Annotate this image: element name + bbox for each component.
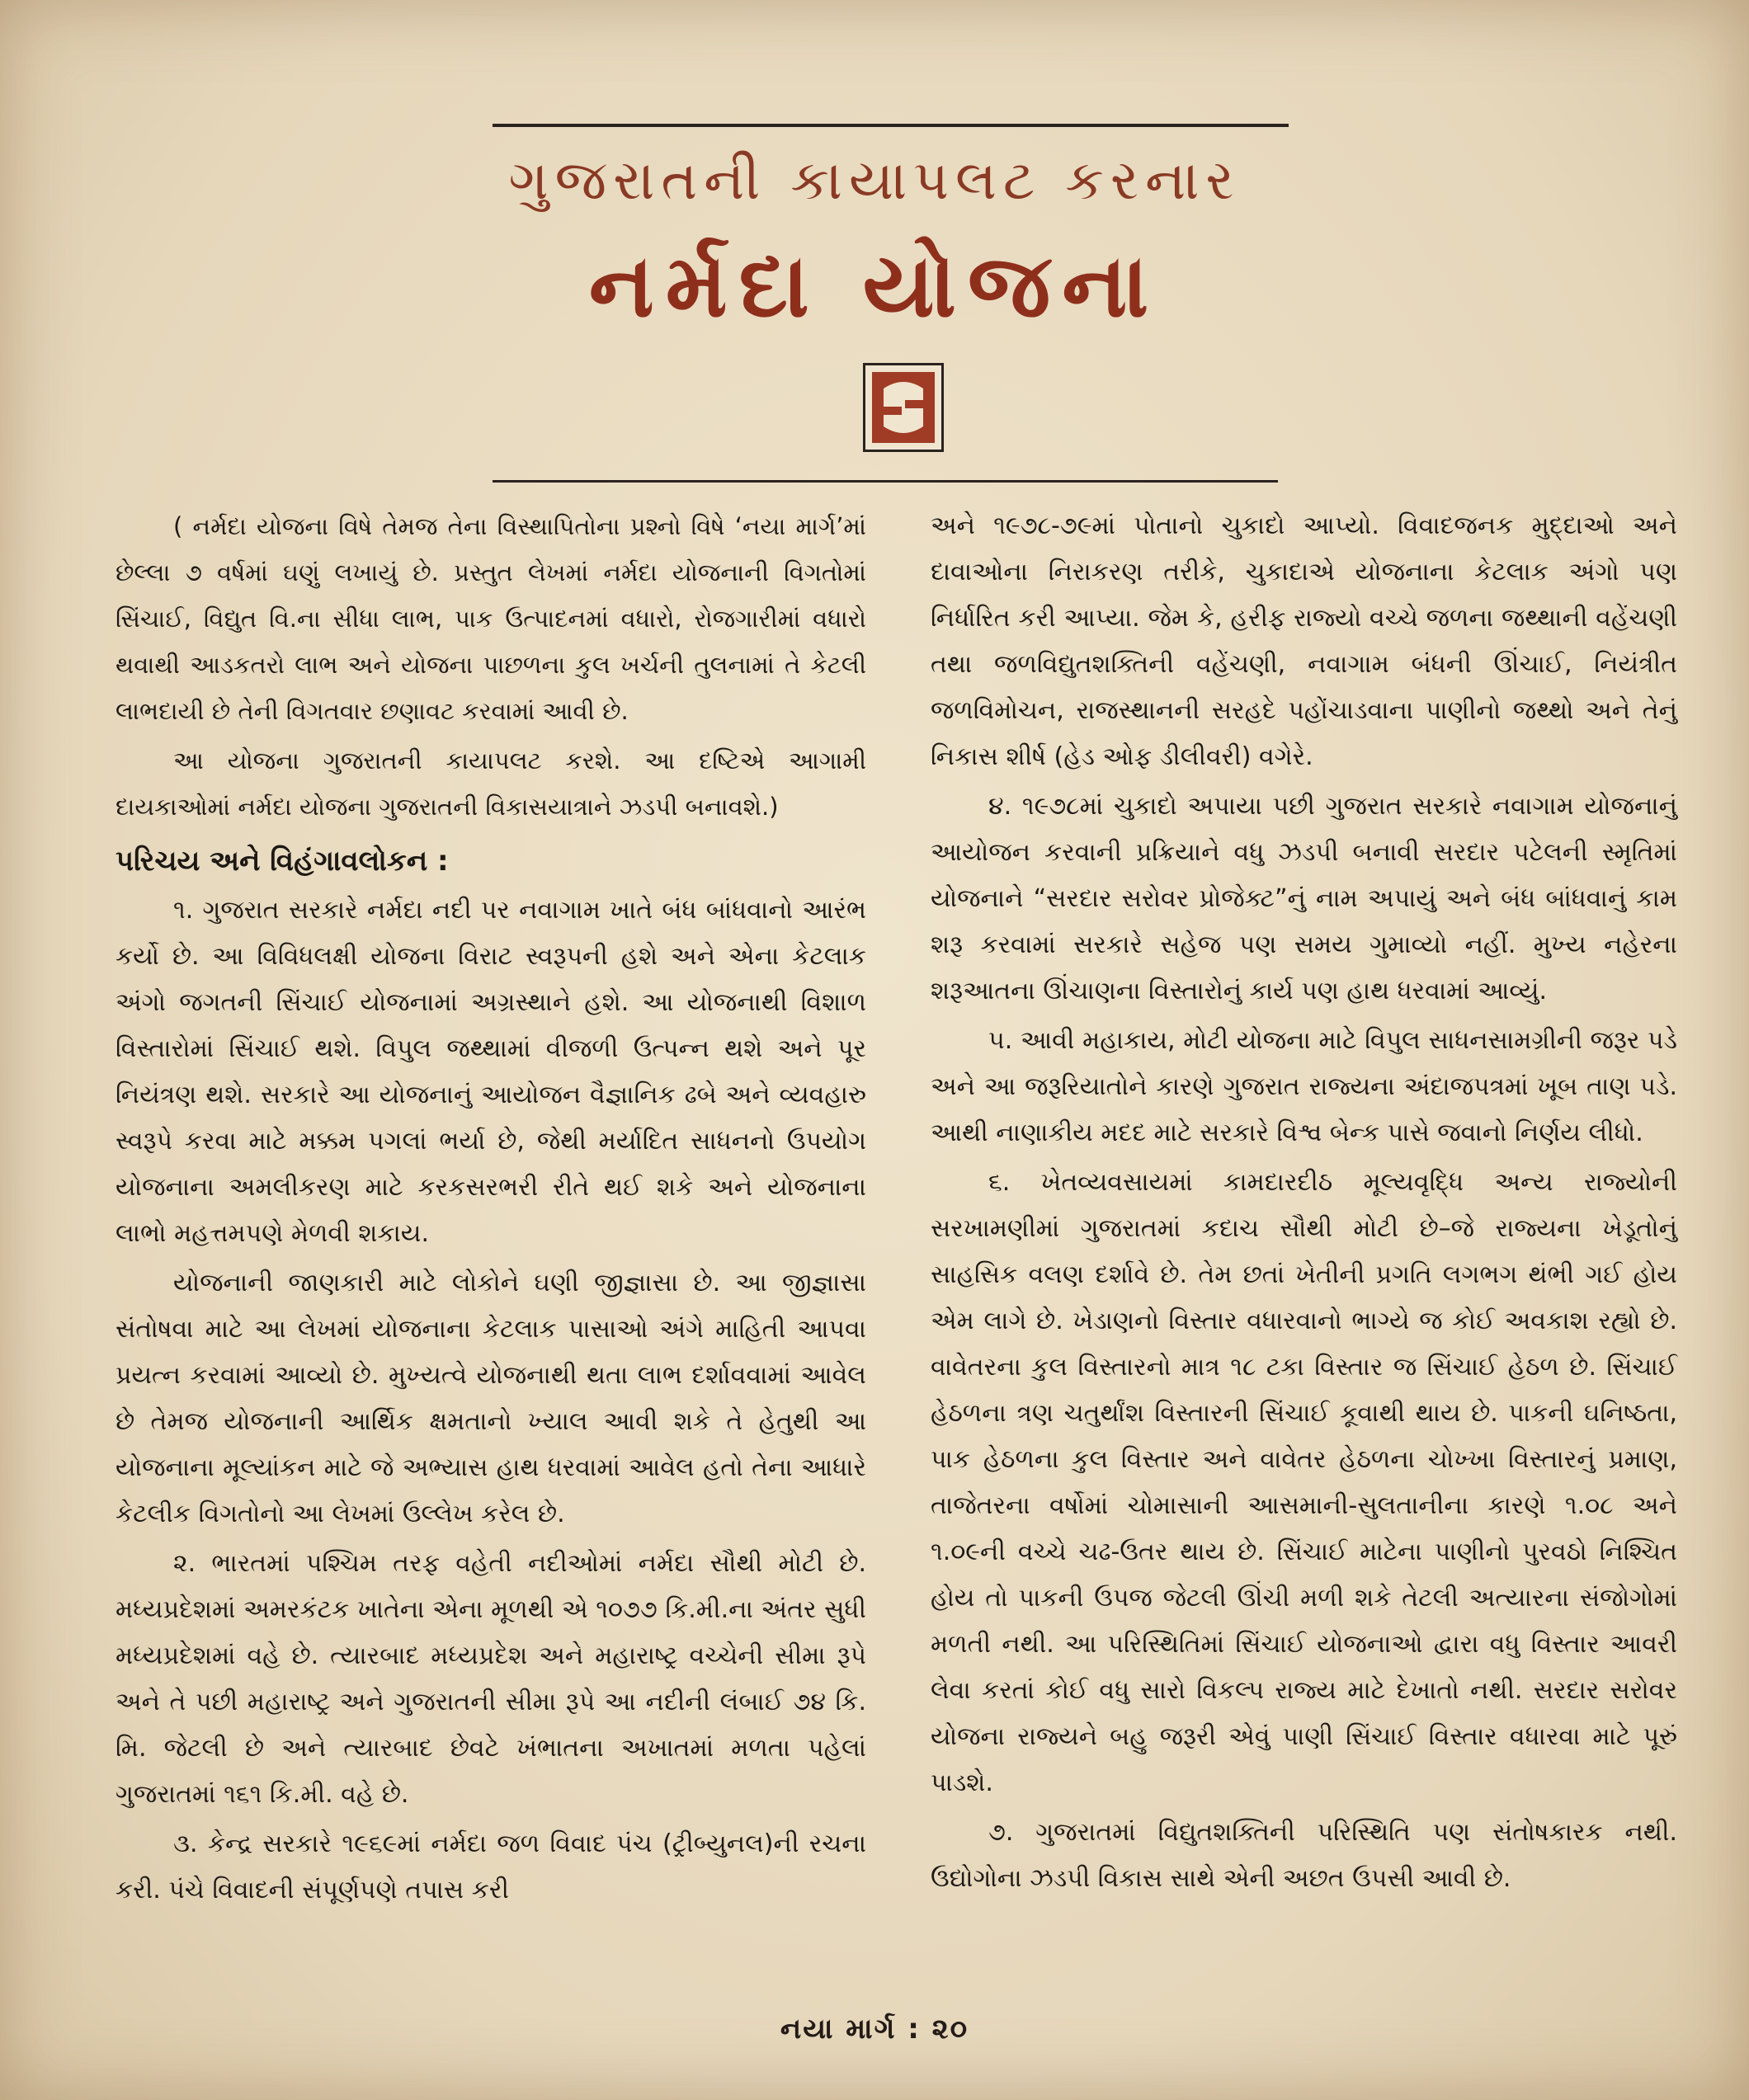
right-column	[931, 503, 1677, 1902]
body-paragraph: ૩. કેન્દ્ર સરકારે ૧૯૬૯માં નર્મદા જળ વિવાદ પંચ (ટ્રીબ્યુનલ)ની રચના કરી. પંચે વિવાદની સંપૂર્ણપણે તપાસ કરી	[116, 1829, 866, 1905]
body-paragraph: ૬. ખેતવ્યવસાયમાં કામદારદીઠ મૂલ્યવૃદ્ધિ અન્ય રાજ્યોની સરખામણીમાં ગુજરાતમાં કદાચ સૌથી મોટી છે–જે રાજ્યના ખેડૂતોનું સાહસિક વલણ દર્શાવે છે. તેમ છતાં ખેતીની પ્રગતિ લગભગ થંભી ગઈ હોય એમ લાગે છે. ખેડાણનો વિસ્તાર વધારવાનો ભાગ્યે જ કોઈ અવકાશ રહ્યો છે. વાવેતરના કુલ વિસ્તારનો માત્ર ૧૮ ટકા વિસ્તાર જ સિંચાઈ હેઠળ છે. સિંચાઈ હેઠળના ત્રણ ચતુર્થાંશ વિસ્તારની સિંચાઈ કૂવાથી થાય છે. પાકની ઘનિષ્ઠતા, પાક હેઠળના કુલ વિસ્તાર અને વાવેતર હેઠળના ચોખ્ખા વિસ્તારનું પ્રમાણ, તાજેતરના વર્ષોમાં ચોમાસાની આસમાની-સુલતાનીના કારણે ૧.૦૮ અને ૧.૦૯ની વચ્ચે ચઢ-ઉતર થાય છે. સિંચાઈ માટેના પાણીનો પુરવઠો નિશ્ચિત હોય તો પાકની ઉપજ જેટલી ઊંચી મળી શકે તેટલી અત્યારના સંજોગોમાં મળતી નથી. આ પરિસ્થિતિમાં સિંચાઈ યોજનાઓ દ્વારા વધુ વિસ્તાર આવરી લેવા કરતાં કોઈ વધુ સારો વિકલ્પ રાજ્ય માટે દેખાતો નથી. સરદાર સરોવર યોજના રાજ્યને બહુ જરૂરી એવું પાણી સિંચાઈ વિસ્તાર વધારવા માટે પૂરું પાડશે.	[931, 1168, 1677, 1797]
article-kicker: ગુજરાતની કાયાપલટ કરનાર	[508, 148, 1241, 212]
section-rule	[493, 480, 1278, 483]
left-column	[116, 503, 866, 1914]
body-paragraph: ૭. ગુજરાતમાં વિદ્યુતશક્તિની પરિસ્થિતિ પણ સંતોષકારક નથી. ઉદ્યોગોના ઝડપી વિકાસ સાથે એની અછત ઉપસી આવી છે.	[931, 1818, 1677, 1893]
article-title: નર્મદા યોજના	[588, 235, 1161, 337]
body-paragraph: ૨. ભારતમાં પશ્ચિમ તરફ વહેતી નદીઓમાં નર્મદા સૌથી મોટી છે. મધ્યપ્રદેશમાં અમરકંટક ખાતેના એના મૂળથી એ ૧૦૭૭ કિ.મી.ના અંતર સુધી મધ્યપ્રદેશમાં વહે છે. ત્યારબાદ મધ્યપ્રદેશ અને મહારાષ્ટ્ર વચ્ચેની સીમા રૂપે અને તે પછી મહારાષ્ટ્ર અને ગુજરાતની સીમા રૂપે આ નદીની લંબાઈ ૭૪ કિ. મિ. જેટલી છે અને ત્યારબાદ છેવટે ખંભાતના અખાતમાં મળતા પહેલાં ગુજરાતમાં ૧૬૧ કિ.મી. વહે છે.	[116, 1549, 866, 1809]
body-paragraph: અને ૧૯૭૮-૭૯માં પોતાનો ચુકાદો આપ્યો. વિવાદજનક મુદ્દાઓ અને દાવાઓના નિરાકરણ તરીકે, ચુકાદાએ યોજનાના કેટલાક અંગો પણ નિર્ધારિત કરી આપ્યા. જેમ કે, હરીફ રાજ્યો વચ્ચે જળના જથ્થાની વહેંચણી તથા જળવિદ્યુતશક્તિની વહેંચણી, નવાગામ બંધની ઊંચાઈ, નિયંત્રીત જળવિમોચન, રાજસ્થાનની સરહદે પહોંચાડવાના પાણીનો જથ્થો અને તેનું નિકાસ શીર્ષ (હેડ ઓફ ડીલીવરી) વગેરે.	[931, 511, 1677, 771]
section-heading: પરિચય અને વિહંગાવલોકન :	[116, 845, 449, 878]
body-paragraph: યોજનાની જાણકારી માટે લોકોને ઘણી જીજ્ઞાસા છે. આ જીજ્ઞાસા સંતોષવા માટે આ લેખમાં યોજનાના કેટલાક પાસાઓ અંગે માહિતી આપવા પ્રયત્ન કરવામાં આવ્યો છે. મુખ્યત્વે યોજનાથી થતા લાભ દર્શાવવામાં આવેલ છે તેમજ યોજનાની આર્થિક ક્ષમતાનો ખ્યાલ આવી શકે તે હેતુથી આ યોજનાના મૂલ્યાંકન માટે જે અભ્યાસ હાથ ધરવામાં આવેલ હતો તેના આધારે કેટલીક વિગતોનો આ લેખમાં ઉલ્લેખ કરેલ છે.	[116, 1269, 866, 1528]
magazine-logo-icon	[863, 363, 944, 452]
body-paragraph: ૫. આવી મહાકાય, મોટી યોજના માટે વિપુલ સાધનસામગ્રીની જરૂર પડે અને આ જરૂરિયાતોને કારણે ગુજરાત રાજ્યના અંદાજપત્રમાં ખૂબ તાણ પડે. આથી નાણાકીય મદદ માટે સરકારે વિશ્વ બેન્ક પાસે જવાનો નિર્ણય લીધો.	[931, 1026, 1677, 1147]
body-paragraph: ૧. ગુજરાત સરકારે નર્મદા નદી પર નવાગામ ખાતે બંધ બાંધવાનો આરંભ કર્યો છે. આ વિવિધલક્ષી યોજના વિરાટ સ્વરૂપની હશે અને એના કેટલાક અંગો જગતની સિંચાઈ યોજનામાં અગ્રસ્થાને હશે. આ યોજનાથી વિશાળ વિસ્તારોમાં સિંચાઈ થશે. વિપુલ જથ્થામાં વીજળી ઉત્પન્ન થશે અને પૂર નિયંત્રણ થશે. સરકારે આ યોજનાનું આયોજન વૈજ્ઞાનિક ઢબે અને વ્યવહારુ સ્વરૂપે કરવા માટે મક્કમ પગલાં ભર્યા છે, જેથી મર્યાદિત સાધનનો ઉપયોગ યોજનાના અમલીકરણ માટે કરકસરભરી રીતે થઈ શકે અને યોજનાના લાભો મહત્તમપણે મેળવી શકાય.	[116, 896, 866, 1248]
page-footer: નયા માર્ગ : ૨૦	[780, 2013, 969, 2046]
intro-paragraph: આ યોજના ગુજરાતની કાયાપલટ કરશે. આ દષ્ટિએ આગામી દાયકાઓમાં નર્મદા યોજના ગુજરાતની વિકાસયાત્રાને ઝડપી બનાવશે.)	[116, 746, 866, 821]
body-paragraph: ૪. ૧૯૭૮માં ચુકાદો અપાયા પછી ગુજરાત સરકારે નવાગામ યોજનાનું આયોજન કરવાની પ્રક્રિયાને વધુ ઝડપી બનાવી સરદાર પટેલની સ્મૃતિમાં યોજનાને “સરદાર સરોવર પ્રોજેક્ટ”નું નામ અપાયું અને બંધ બાંધવાનું કામ શરૂ કરવામાં સરકારે સહેજ પણ સમય ગુમાવ્યો નહીં. મુખ્ય નહેરના શરૂઆતના ઊંચાણના વિસ્તારોનું કાર્ય પણ હાથ ધરવામાં આવ્યું.	[931, 792, 1677, 1005]
intro-paragraph: ( નર્મદા યોજના વિષે તેમજ તેના વિસ્થાપિતોના પ્રશ્નો વિષે ‘નયા માર્ગ’માં છેલ્લા ૭ વર્ષમાં ઘણું લખાયું છે. પ્રસ્તુત લેખમાં નર્મદા યોજનાની વિગતોમાં સિંચાઈ, વિદ્યુત વિ.ના સીધા લાભ, પાક ઉત્પાદનમાં વધારો, રોજગારીમાં વધારો થવાથી આડકતરો લાભ અને યોજના પાછળના કુલ ખર્ચની તુલનામાં તે કેટલી લાભદાયી છે તેની વિગતવાર છણાવટ કરવામાં આવી છે.	[116, 512, 866, 725]
title-rule-top	[493, 124, 1289, 127]
